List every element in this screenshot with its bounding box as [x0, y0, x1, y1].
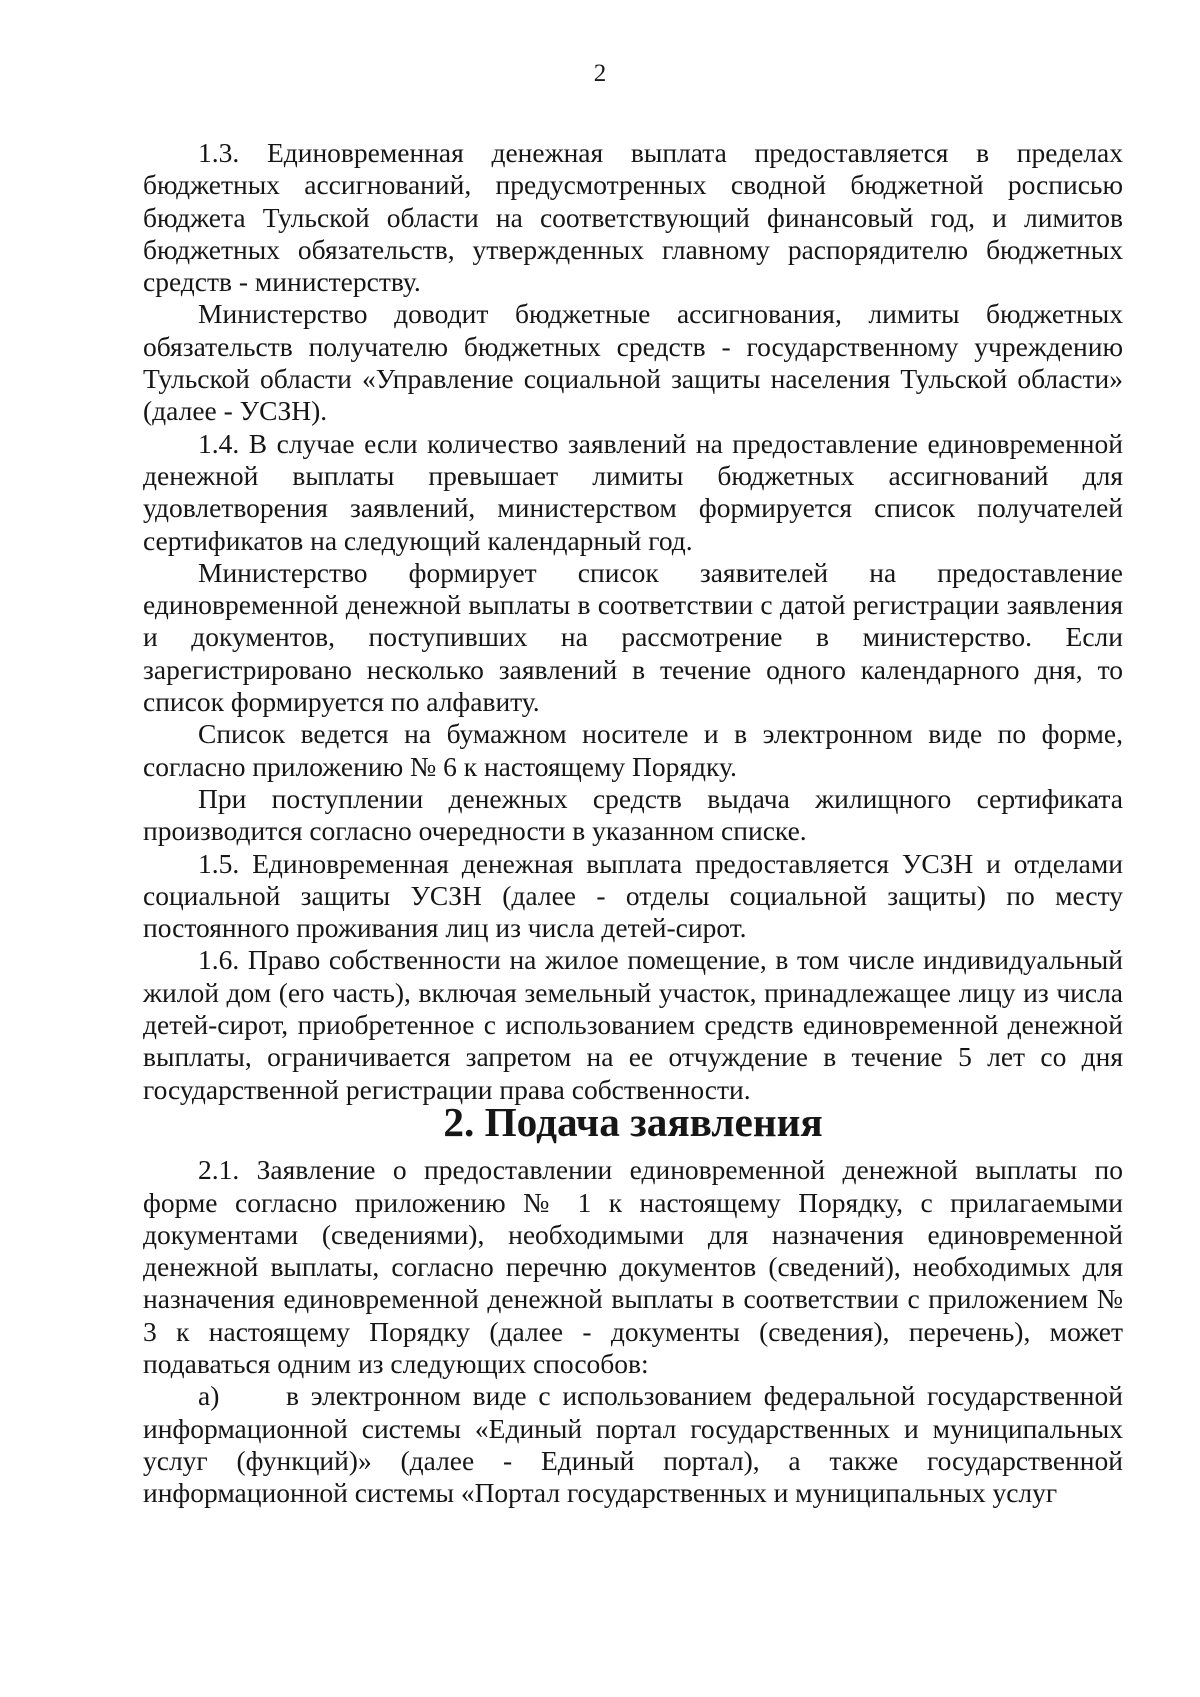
page-number: 2	[593, 60, 607, 87]
section-heading: 2. Подача заявления	[443, 1098, 823, 1145]
document-body	[143, 137, 1123, 1509]
paragraph-1-6: 1.6. Право собственности на жилое помещение, в том числе индивидуальный жилой дом (его часть), включая земельный участок, принадлежащее лицу из числа детей-сирот, приобретенное с использованием средств единовременной денежной выплаты, ограничивается запретом на ее отчуждение в течение 5 лет со дня государственной регистрации права собственности.	[143, 944, 1123, 1105]
paragraph-2-1: 2.1. Заявление о предоставлении единовременной денежной выплаты по форме согласно приложению № 1 к настоящему Порядку, с прилагаемыми документами (сведениями), необходимыми для назначения единовременной денежной выплаты, согласно перечню документов (сведений), необходимых для назначения единовременной денежной выплаты в соответствии с приложением № 3 к настоящему Порядку (далее - документы (сведения), перечень), может подаваться одним из следующих способов:	[143, 1154, 1123, 1379]
list-item-marker: а)	[198, 1380, 220, 1412]
paragraph-1-3-limits: Министерство доводит бюджетные ассигнования, лимиты бюджетных обязательств получателю бюджетных средств - государственному учреждению Тульской области «Управление социальной защиты населения Тульской области» (далее - УСЗН).	[143, 298, 1123, 427]
paragraph-1-4-list-form: Список ведется на бумажном носителе и в электронном виде по форме, согласно приложению № 6 к настоящему Порядку.	[143, 718, 1123, 782]
paragraph-1-3: 1.3. Единовременная денежная выплата предоставляется в пределах бюджетных ассигнований, предусмотренных сводной бюджетной росписью бюджета Тульской области на соответствующий финансовый год, и лимитов бюджетных обязательств, утвержденных главному распорядителю бюджетных средств - министерству.	[143, 137, 1123, 298]
paragraph-1-4-certificate: При поступлении денежных средств выдача жилищного сертификата производится согласно очередности в указанном списке.	[143, 782, 1123, 847]
paragraph-1-5: 1.5. Единовременная денежная выплата предоставляется УСЗН и отделами социальной защиты УСЗН (далее - отделы социальной защиты) по месту постоянного проживания лиц из числа детей-сирот.	[143, 847, 1123, 944]
paragraph-1-4: 1.4. В случае если количество заявлений на предоставление единовременной денежной выплаты превышает лимиты бюджетных ассигнований для удовлетворения заявлений, министерством формируется список получателей сертификатов на следующий календарный год.	[143, 427, 1123, 556]
list-item-text: в электронном виде с использованием федеральной государственной информационной системы «Единый портал государственных и муниципальных услуг (функций)» (далее - Единый портал), а также государственной информационной системы «Портал государственных и муниципальных услуг	[143, 1380, 1123, 1509]
list-item-a	[143, 1380, 1123, 1509]
paragraph-1-4-list-order: Министерство формирует список заявителей на предоставление единовременной денежной выплаты в соответствии с датой регистрации заявления и документов, поступивших на рассмотрение в министерство. Если зарегистрировано несколько заявлений в течение одного календарного дня, то список формируется по алфавиту.	[143, 556, 1123, 718]
